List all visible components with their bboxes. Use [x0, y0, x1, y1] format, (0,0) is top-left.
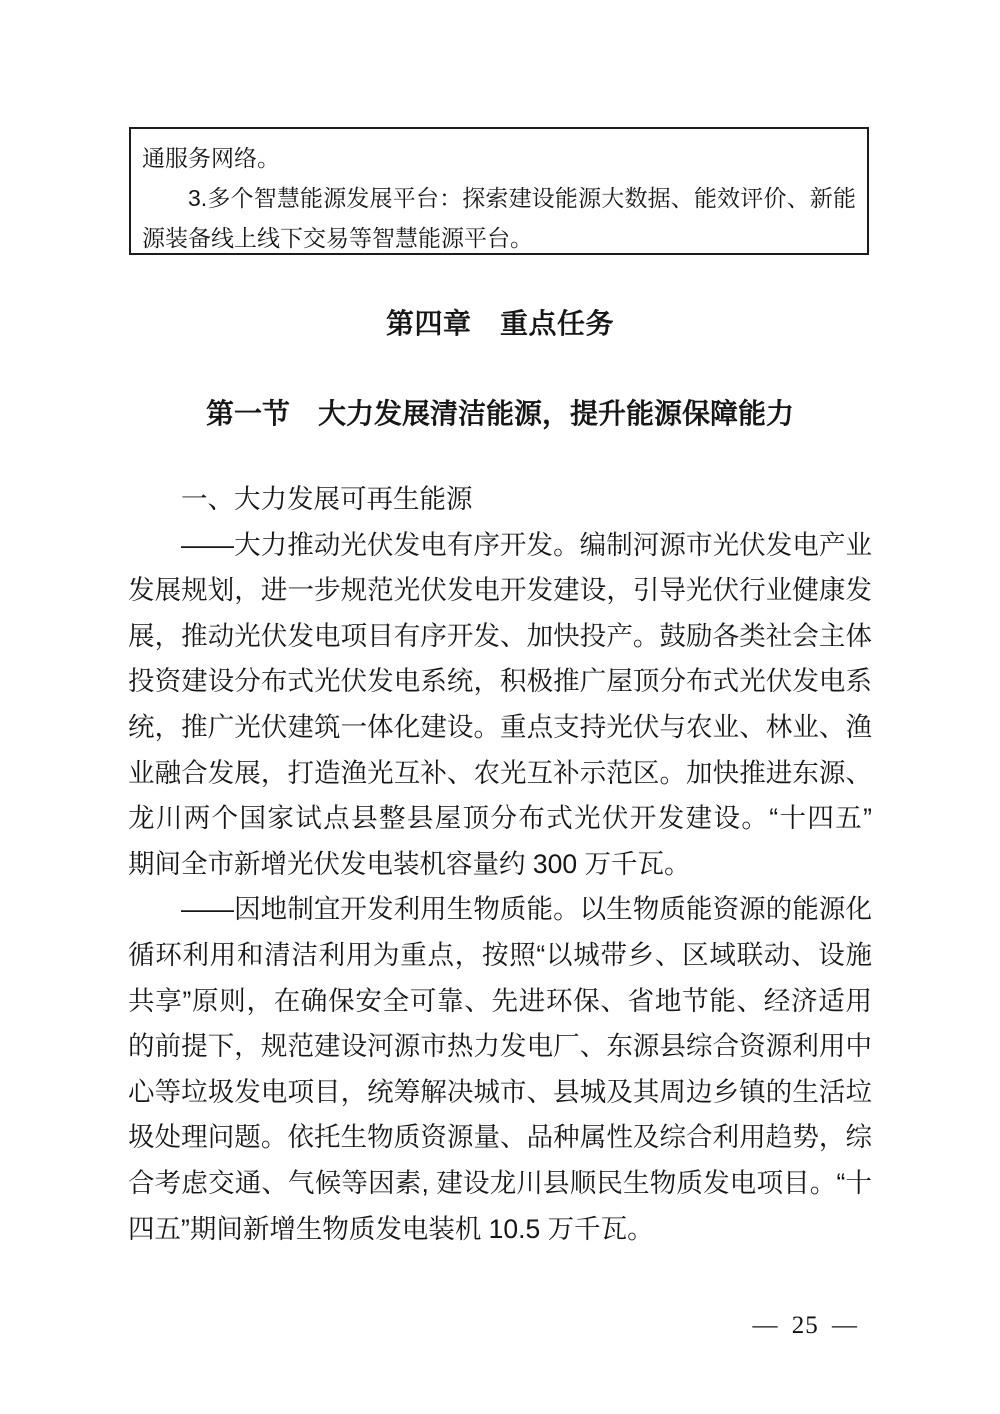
body-line-12: 的前提下，规范建设河源市热力发电厂、东源县综合资源利用中	[128, 1031, 872, 1062]
body-line-7: 龙川两个国家试点县整县屋顶分布式光伏开发建设。“十四五”	[128, 803, 872, 834]
body-line-6: 业融合发展，打造渔光互补、农光互补示范区。加快推进东源、	[128, 757, 872, 788]
body-line-8: 期间全市新增光伏发电装机容量约 300 万千瓦。	[128, 848, 691, 879]
body-line-3: 展，推动光伏发电项目有序开发、加快投产。鼓励各类社会主体	[128, 620, 872, 651]
body-line-1: ——大力推动光伏发电有序开发。编制河源市光伏发电产业	[181, 529, 872, 560]
notice-line-1: 3.多个智慧能源发展平台：探索建设能源大数据、能效评价、新能	[188, 185, 856, 211]
chapter-title: 第四章 重点任务	[385, 308, 614, 339]
notice-box	[129, 127, 869, 255]
notice-line-2: 源装备线上线下交易等智慧能源平台。	[142, 225, 533, 251]
body-line-2: 发展规划，进一步规范光伏发电开发建设，引导光伏行业健康发	[128, 575, 872, 606]
body-line-13: 心等垃圾发电项目，统筹解决城市、县城及其周边乡镇的生活垃	[128, 1076, 872, 1107]
section-title: 第一节 大力发展清洁能源，提升能源保障能力	[205, 398, 794, 429]
body-line-11: 共享”原则，在确保安全可靠、先进环保、省地节能、经济适用	[128, 985, 872, 1016]
body-line-0: 一、大力发展可再生能源	[181, 484, 473, 514]
body-text	[128, 477, 872, 1252]
page-number: — 25 —	[752, 1312, 858, 1339]
body-line-4: 投资建设分布式光伏发电系统，积极推广屋顶分布式光伏发电系	[128, 666, 872, 697]
body-line-15: 合考虑交通、气候等因素, 建设龙川县顺民生物质发电项目。“十	[128, 1167, 872, 1198]
body-line-10: 循环利用和清洁利用为重点，按照“以城带乡、区域联动、设施	[128, 939, 872, 970]
notice-line-0: 通服务网络。	[142, 145, 280, 171]
body-line-5: 统，推广光伏建筑一体化建设。重点支持光伏与农业、林业、渔	[128, 711, 872, 742]
body-line-9: ——因地制宜开发利用生物质能。以生物质能资源的能源化	[181, 894, 872, 925]
body-line-16: 四五”期间新增生物质发电装机 10.5 万千瓦。	[128, 1213, 654, 1244]
body-line-14: 圾处理问题。依托生物质资源量、品种属性及综合利用趋势，综	[128, 1122, 872, 1153]
